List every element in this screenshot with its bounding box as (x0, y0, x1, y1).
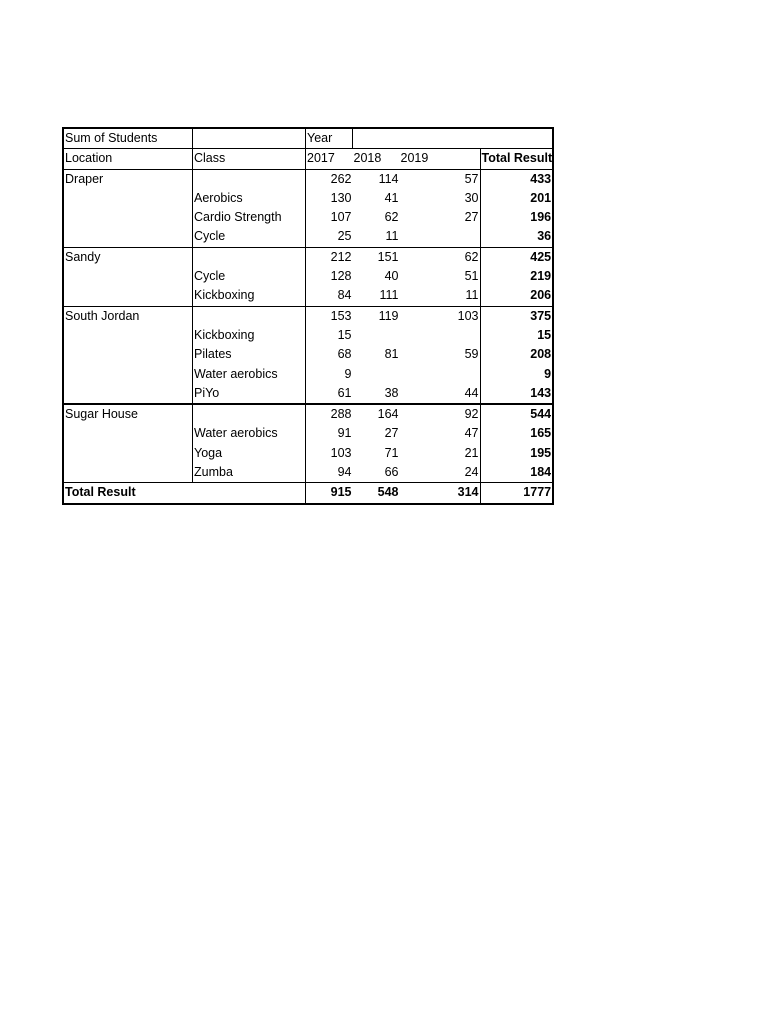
value-2018[interactable]: 151 (377, 249, 399, 264)
value-2017[interactable]: 262 (330, 171, 352, 186)
column-field-blank-cell[interactable] (353, 128, 554, 149)
value-2017[interactable]: 103 (330, 445, 352, 460)
value-2019[interactable] (400, 326, 481, 345)
value-2017[interactable]: 61 (306, 384, 353, 404)
group-subtotal-row (63, 169, 553, 189)
class-cell[interactable]: Cardio Strength (193, 208, 306, 227)
value-2018[interactable]: 111 (353, 286, 400, 306)
class-cell[interactable] (193, 404, 306, 424)
value-2018[interactable]: 27 (384, 426, 399, 441)
value-2018[interactable] (353, 326, 400, 345)
pivot-header-row-1 (63, 128, 553, 149)
value-2018[interactable]: 119 (378, 308, 399, 323)
value-total[interactable]: 425 (530, 249, 552, 264)
grand-total-2019[interactable]: 314 (400, 483, 481, 504)
class-cell[interactable]: Yoga (193, 444, 306, 463)
value-2018[interactable] (353, 365, 400, 384)
value-2019[interactable] (400, 227, 481, 247)
class-cell[interactable]: Cycle (193, 227, 306, 247)
header-year-2019[interactable]: 2019 (400, 149, 481, 169)
value-2018[interactable]: 62 (384, 210, 399, 225)
value-2017[interactable]: 128 (330, 269, 352, 284)
class-cell[interactable]: Pilates (193, 345, 306, 364)
value-2019[interactable]: 103 (400, 306, 481, 326)
value-2019[interactable]: 27 (400, 208, 481, 227)
corner-label[interactable]: Sum of Students (63, 128, 193, 149)
value-2019[interactable]: 59 (400, 345, 481, 364)
value-2019[interactable]: 44 (400, 384, 481, 404)
class-cell[interactable] (193, 169, 306, 189)
value-2017[interactable]: 212 (330, 249, 352, 264)
header-year-2017[interactable]: 2017 (306, 149, 353, 169)
value-total[interactable]: 206 (480, 286, 553, 306)
column-field-label[interactable]: Year (306, 128, 353, 149)
value-total[interactable]: 433 (530, 171, 552, 186)
value-2018[interactable]: 71 (384, 445, 399, 460)
header-year-2018[interactable]: 2018 (353, 149, 400, 169)
pivot-header-row-2 (63, 149, 553, 169)
value-2018[interactable]: 81 (384, 347, 399, 362)
value-2017[interactable]: 153 (330, 308, 352, 323)
value-2017[interactable]: 94 (306, 463, 353, 483)
value-2019[interactable]: 47 (400, 424, 481, 443)
value-total[interactable]: 165 (530, 426, 552, 441)
class-cell[interactable]: PiYo (193, 384, 306, 404)
value-2018[interactable]: 164 (377, 407, 399, 422)
value-2017[interactable]: 91 (337, 426, 352, 441)
value-2018[interactable]: 38 (353, 384, 400, 404)
value-total[interactable]: 196 (530, 210, 552, 225)
location-cell[interactable]: Draper (63, 169, 193, 247)
value-total[interactable]: 544 (530, 407, 552, 422)
value-2018[interactable]: 41 (384, 190, 399, 205)
grand-total-2017[interactable]: 915 (306, 483, 353, 504)
pivot-body (63, 128, 553, 504)
value-2019[interactable]: 62 (400, 247, 481, 267)
value-2019[interactable]: 30 (400, 189, 481, 208)
value-2017[interactable]: 68 (337, 347, 352, 362)
class-cell[interactable]: Kickboxing (193, 326, 306, 345)
value-total[interactable]: 184 (480, 463, 553, 483)
value-2019[interactable]: 21 (400, 444, 481, 463)
corner-blank-cell[interactable] (193, 128, 306, 149)
value-total[interactable]: 15 (537, 327, 552, 342)
value-2017[interactable]: 25 (306, 227, 353, 247)
group-subtotal-row (63, 247, 553, 267)
grand-total-label[interactable]: Total Result (63, 483, 306, 504)
value-2019[interactable]: 24 (400, 463, 481, 483)
grand-total-2018[interactable]: 548 (353, 483, 400, 504)
value-total[interactable]: 375 (530, 308, 552, 323)
value-2018[interactable]: 66 (353, 463, 400, 483)
class-cell[interactable]: Zumba (193, 463, 306, 483)
value-2018[interactable]: 40 (384, 269, 399, 284)
value-2017[interactable]: 15 (337, 327, 352, 342)
location-cell[interactable]: South Jordan (63, 306, 193, 404)
class-cell[interactable]: Cycle (193, 267, 306, 286)
value-2017[interactable]: 9 (344, 366, 352, 381)
group-subtotal-row (63, 306, 553, 326)
value-total[interactable]: 208 (530, 347, 552, 362)
value-2019[interactable] (400, 365, 481, 384)
class-cell[interactable]: Kickboxing (193, 286, 306, 306)
value-2019[interactable]: 11 (400, 286, 481, 306)
value-2017[interactable]: 107 (330, 210, 352, 225)
value-total[interactable]: 143 (480, 384, 553, 404)
value-2019[interactable]: 57 (400, 169, 481, 189)
class-cell[interactable] (193, 306, 306, 326)
value-2017[interactable]: 84 (306, 286, 353, 306)
class-cell[interactable]: Water aerobics (193, 365, 306, 384)
value-2018[interactable]: 114 (378, 171, 399, 186)
value-total[interactable]: 36 (480, 227, 553, 247)
class-cell[interactable] (193, 247, 306, 267)
value-2018[interactable]: 11 (353, 227, 400, 247)
class-cell[interactable]: Aerobics (193, 189, 306, 208)
value-total[interactable]: 219 (530, 269, 552, 284)
value-total[interactable]: 195 (530, 445, 552, 460)
header-total-result[interactable]: Total Result (480, 149, 553, 169)
grand-total-row (63, 483, 553, 504)
grand-total-total[interactable]: 1777 (480, 483, 553, 504)
class-cell[interactable]: Water aerobics (193, 424, 306, 443)
value-2017[interactable]: 130 (330, 190, 352, 205)
group-subtotal-row (63, 404, 553, 424)
location-cell[interactable]: Sugar House (63, 404, 193, 483)
value-total[interactable]: 9 (544, 366, 552, 381)
pivot-table (62, 127, 554, 505)
value-total[interactable]: 201 (530, 190, 552, 205)
header-class[interactable]: Class (193, 149, 306, 169)
value-2017[interactable]: 288 (330, 407, 352, 422)
location-cell[interactable]: Sandy (63, 247, 193, 306)
value-2019[interactable]: 51 (400, 267, 481, 286)
value-2019[interactable]: 92 (400, 404, 481, 424)
header-location[interactable]: Location (63, 149, 193, 169)
